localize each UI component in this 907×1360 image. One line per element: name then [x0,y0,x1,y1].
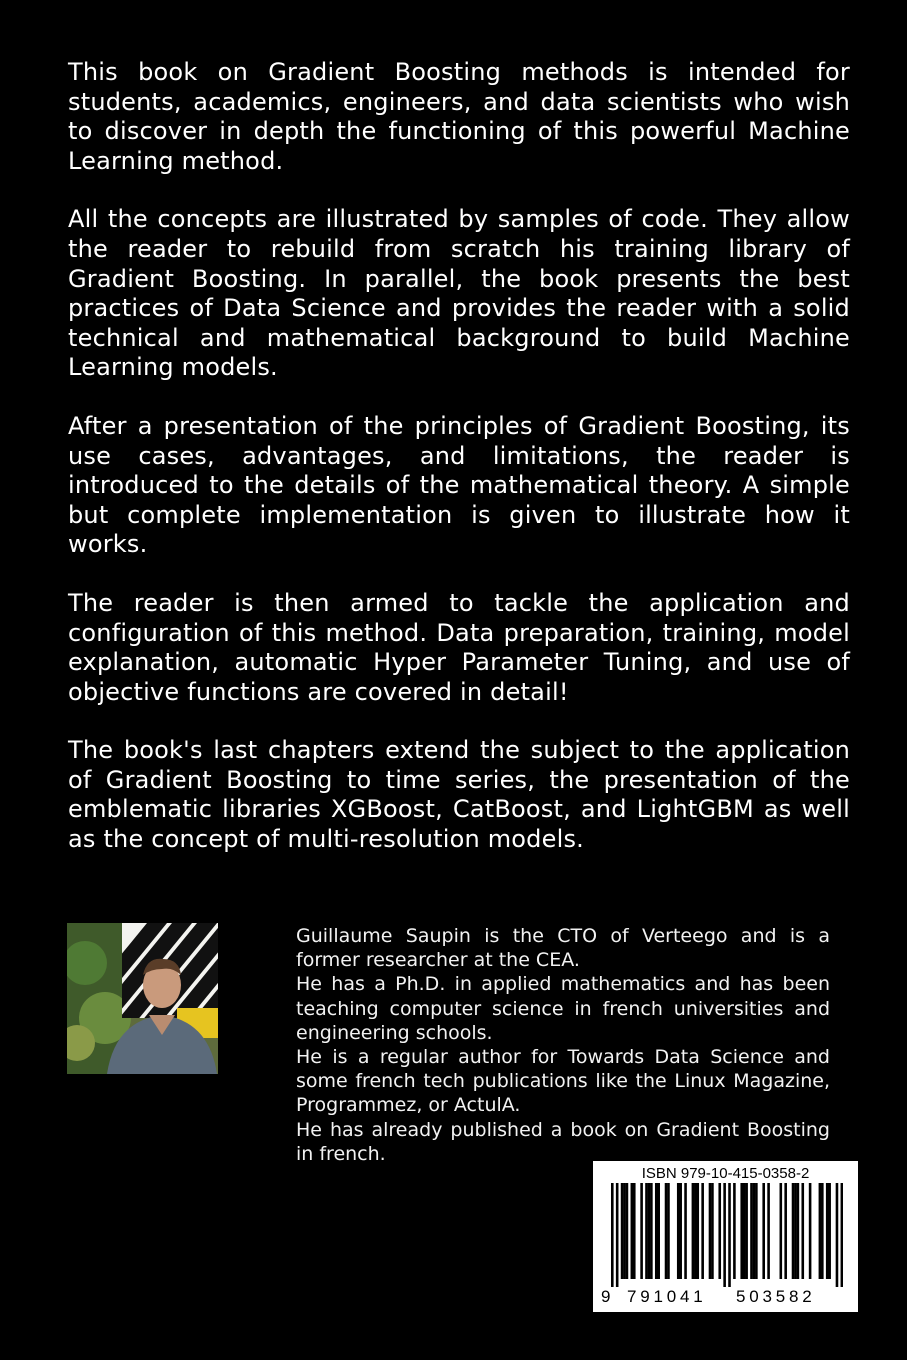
barcode-right-group: 503582 [736,1287,816,1306]
barcode-bar [784,1183,787,1279]
isbn-barcode [593,1161,858,1312]
barcode-bar [718,1183,721,1279]
barcode-bar [740,1183,743,1279]
barcode-bar [616,1183,619,1287]
barcode-bar [611,1183,614,1287]
barcode-bar [836,1183,839,1287]
barcode-bar [655,1183,658,1279]
barcode-bar [679,1183,682,1279]
barcode-bar [792,1183,795,1279]
barcode-bar [809,1183,812,1279]
blurb-paragraph: The reader is then armed to tackle the application and configuration of this method. Data preparation, training, model explanation, automatic Hyper Parameter Tuning, and use of objective functions are covered in detail! [68,588,850,706]
blurb-paragraph: After a presentation of the principles of Gradient Boosting, its use cases, advantages, and limitations, the reader is introduced to the details of the mathematical theory. A simple but complete implementation is given to illustrate how it works. [68,411,850,559]
barcode-bar [623,1183,626,1279]
barcode-bar [826,1183,829,1279]
author-bio-line: He has a Ph.D. in applied mathematics and has been teaching computer science in french universities and engineering schools. [296,973,830,1044]
barcode-bar [633,1183,636,1279]
blurb-paragraph: The book's last chapters extend the subject to the application of Gradient Boosting to time series, the presentation of the emblematic libraries XGBoost, CatBoost, and LightGBM as well as the concept of multi-resolution models. [68,736,850,854]
barcode-bar [701,1183,704,1279]
barcode-bar [762,1183,765,1279]
author-photo [67,923,218,1074]
author-bio [296,924,830,1166]
barcode-bar [667,1183,670,1279]
barcode-bar [650,1183,653,1279]
barcode-bar [750,1183,753,1279]
back-cover-blurb [68,58,850,884]
barcode-bar [631,1183,634,1279]
barcode-first-digit: 9 [601,1287,611,1306]
barcode-bar [621,1183,624,1279]
barcode-left-group: 791041 [627,1287,707,1306]
barcode-bar [640,1183,643,1279]
barcode-bar [657,1183,660,1279]
isbn-label: ISBN 979-10-415-0358-2 [641,1165,810,1182]
barcode-bar [709,1183,712,1279]
barcode-bars [611,1183,843,1287]
barcode-bar [780,1183,783,1279]
barcode-bar [723,1183,726,1287]
author-bio-line: Guillaume Saupin is the CTO of Verteego and is a former researcher at the CEA. [296,925,830,972]
barcode-bar [745,1183,748,1279]
barcode-bar [821,1183,824,1279]
barcode-bar [753,1183,756,1279]
author-bio-line: He has already published a book on Gradient Boosting in french. [296,1118,830,1165]
barcode-bar [645,1183,648,1279]
barcode-bar [794,1183,797,1279]
barcode-bar [711,1183,714,1279]
blurb-paragraph: This book on Gradient Boosting methods is intended for students, academics, engineers, and data scientists who wish to discover in depth the functioning of this powerful Machine Learning method. [68,58,850,175]
blurb-paragraph: All the concepts are illustrated by samples of code. They allow the reader to rebuild from scratch his training library of Gradient Boosting. In parallel, the book presents the best practices of Data Science and provides the reader with a solid technical and mathematical background to build Machine Learning models. [68,205,850,382]
barcode-bar [694,1183,697,1279]
barcode-bar [665,1183,668,1279]
barcode-bar [648,1183,651,1279]
barcode-bar [728,1183,731,1287]
barcode-bar [684,1183,687,1279]
barcode-bar [819,1183,822,1279]
barcode-bar [801,1183,804,1279]
barcode-bar [755,1183,758,1279]
barcode-bar [743,1183,746,1279]
barcode-bar [626,1183,629,1279]
barcode-bar [828,1183,831,1279]
author-portrait-image [67,923,218,1074]
barcode-bar [696,1183,699,1279]
barcode-bar [841,1183,843,1287]
barcode-bar [677,1183,680,1279]
author-bio-line: He is a regular author for Towards Data Science and some french tech publications like the Linux Magazine, Programmez, or ActulA. [296,1046,830,1117]
barcode-bar [767,1183,770,1279]
barcode-bar [692,1183,695,1279]
barcode-bar [797,1183,800,1279]
barcode-bar [733,1183,736,1279]
